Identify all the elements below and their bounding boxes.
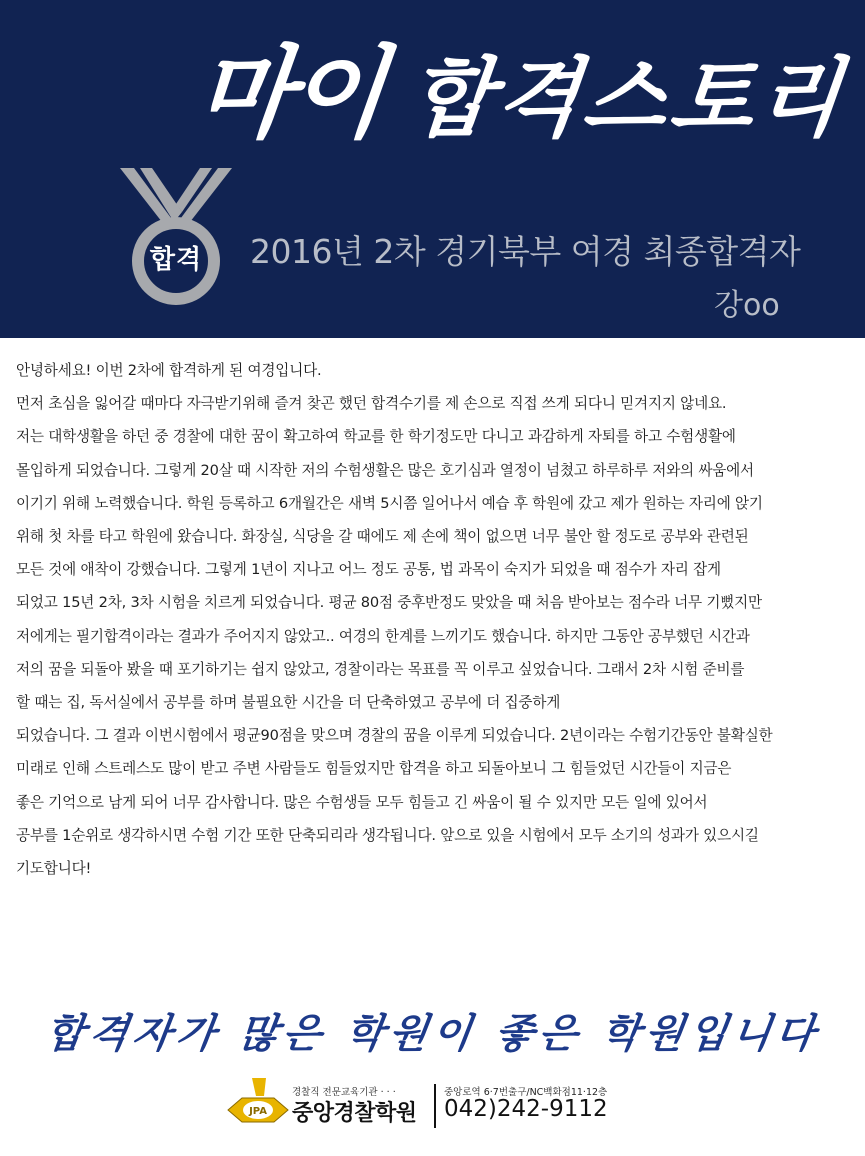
body-line: 할 때는 집, 독서실에서 공부를 하며 불필요한 시간을 더 단축하였고 공부에 더 집중하게 bbox=[16, 694, 561, 712]
footer-divider bbox=[434, 1084, 436, 1128]
medal-label-wrap bbox=[116, 164, 236, 324]
body-line: 되었고 15년 2차, 3차 시험을 치르게 되었습니다. 평균 80점 중후반정도 맞았을 때 처음 받아보는 점수라 너무 기뻤지만 bbox=[16, 594, 762, 612]
academy-name: 중앙경찰학원 bbox=[292, 1101, 417, 1126]
body-line: 모든 것에 애착이 강했습니다. 그렇게 1년이 지나고 어느 정도 공통, 법 과목이 숙지가 되었을 때 점수가 자리 잡게 bbox=[16, 561, 721, 579]
body-line: 좋은 기억으로 남게 되어 너무 감사합니다. 많은 수험생들 모두 힘들고 긴 싸움이 될 수 있지만 모든 일에 있어서 bbox=[16, 793, 708, 811]
footer-brand bbox=[226, 1074, 646, 1134]
body-line: 저의 꿈을 되돌아 봤을 때 포기하기는 쉽지 않았고, 경찰이라는 목표를 꼭 이루고 싶었습니다. 그래서 2차 시험 준비를 bbox=[16, 660, 745, 678]
testimonial-body bbox=[16, 354, 861, 885]
story-title-part2: 합격스토리 bbox=[403, 48, 850, 149]
academy-address: 중앙로역 6·7번출구/NC백화점11·12층 bbox=[444, 1087, 608, 1098]
winner-subtitle: 2016년 2차 경기북부 여경 최종합격자 bbox=[250, 232, 801, 271]
story-title-part1: 마이 bbox=[190, 34, 388, 152]
body-line: 먼저 초심을 잃어갈 때마다 자극받기위해 즐겨 찾곤 했던 합격수기를 제 손으로 직접 쓰게 되다니 믿겨지지 않네요. bbox=[16, 395, 727, 413]
body-line: 저는 대학생활을 하던 중 경찰에 대한 꿈이 확고하여 학교를 한 학기정도만 다니고 과감하게 자퇴를 하고 수험생활에 bbox=[16, 428, 736, 446]
slogan: 합격자가 많은 학원이 좋은 학원입니다 bbox=[42, 1010, 823, 1057]
body-line: 저에게는 필기합격이라는 결과가 주어지지 않았고.. 여경의 한계를 느끼기도 했습니다. 하지만 그동안 공부했던 시간과 bbox=[16, 627, 750, 645]
winner-name: 강oo bbox=[714, 288, 780, 323]
body-line: 기도합니다! bbox=[16, 860, 92, 878]
jpa-logo-icon bbox=[226, 1076, 290, 1130]
academy-phone: 042)242-9112 bbox=[444, 1096, 608, 1122]
academy-tagline: 경찰직 전문교육기관 · · · bbox=[292, 1087, 396, 1098]
body-line: 공부를 1순위로 생각하시면 수험 기간 또한 단축되리라 생각됩니다. 앞으로 있을 시험에서 모두 소기의 성과가 있으시길 bbox=[16, 826, 759, 844]
body-line: 이기기 위해 노력했습니다. 학원 등록하고 6개월간은 새벽 5시쯤 일어나서 예습 후 학원에 갔고 제가 원하는 자리에 앉기 bbox=[16, 494, 763, 512]
body-line: 안녕하세요! 이번 2차에 합격하게 된 여경입니다. bbox=[16, 362, 322, 379]
story-title bbox=[188, 34, 850, 178]
body-line: 위해 첫 차를 타고 학원에 왔습니다. 화장실, 식당을 갈 때에도 제 손에 책이 없으면 너무 불안 할 정도로 공부와 관련된 bbox=[16, 528, 749, 546]
medal-label: 합격 bbox=[149, 245, 203, 275]
body-line: 미래로 인해 스트레스도 많이 받고 주변 사람들도 힘들었지만 합격을 하고 되돌아보니 그 힘들었던 시간들이 지금은 bbox=[16, 760, 732, 778]
body-line: 몰입하게 되었습니다. 그렇게 20살 때 시작한 저의 수험생활은 많은 호기심과 열정이 넘쳤고 하루하루 저와의 싸움에서 bbox=[16, 461, 754, 479]
header-banner bbox=[0, 0, 865, 338]
logo-text: JPA bbox=[249, 1106, 267, 1117]
body-line: 되었습니다. 그 결과 이번시험에서 평균90점을 맞으며 경찰의 꿈을 이루게 되었습니다. 2년이라는 수험기간동안 불확실한 bbox=[16, 727, 773, 745]
